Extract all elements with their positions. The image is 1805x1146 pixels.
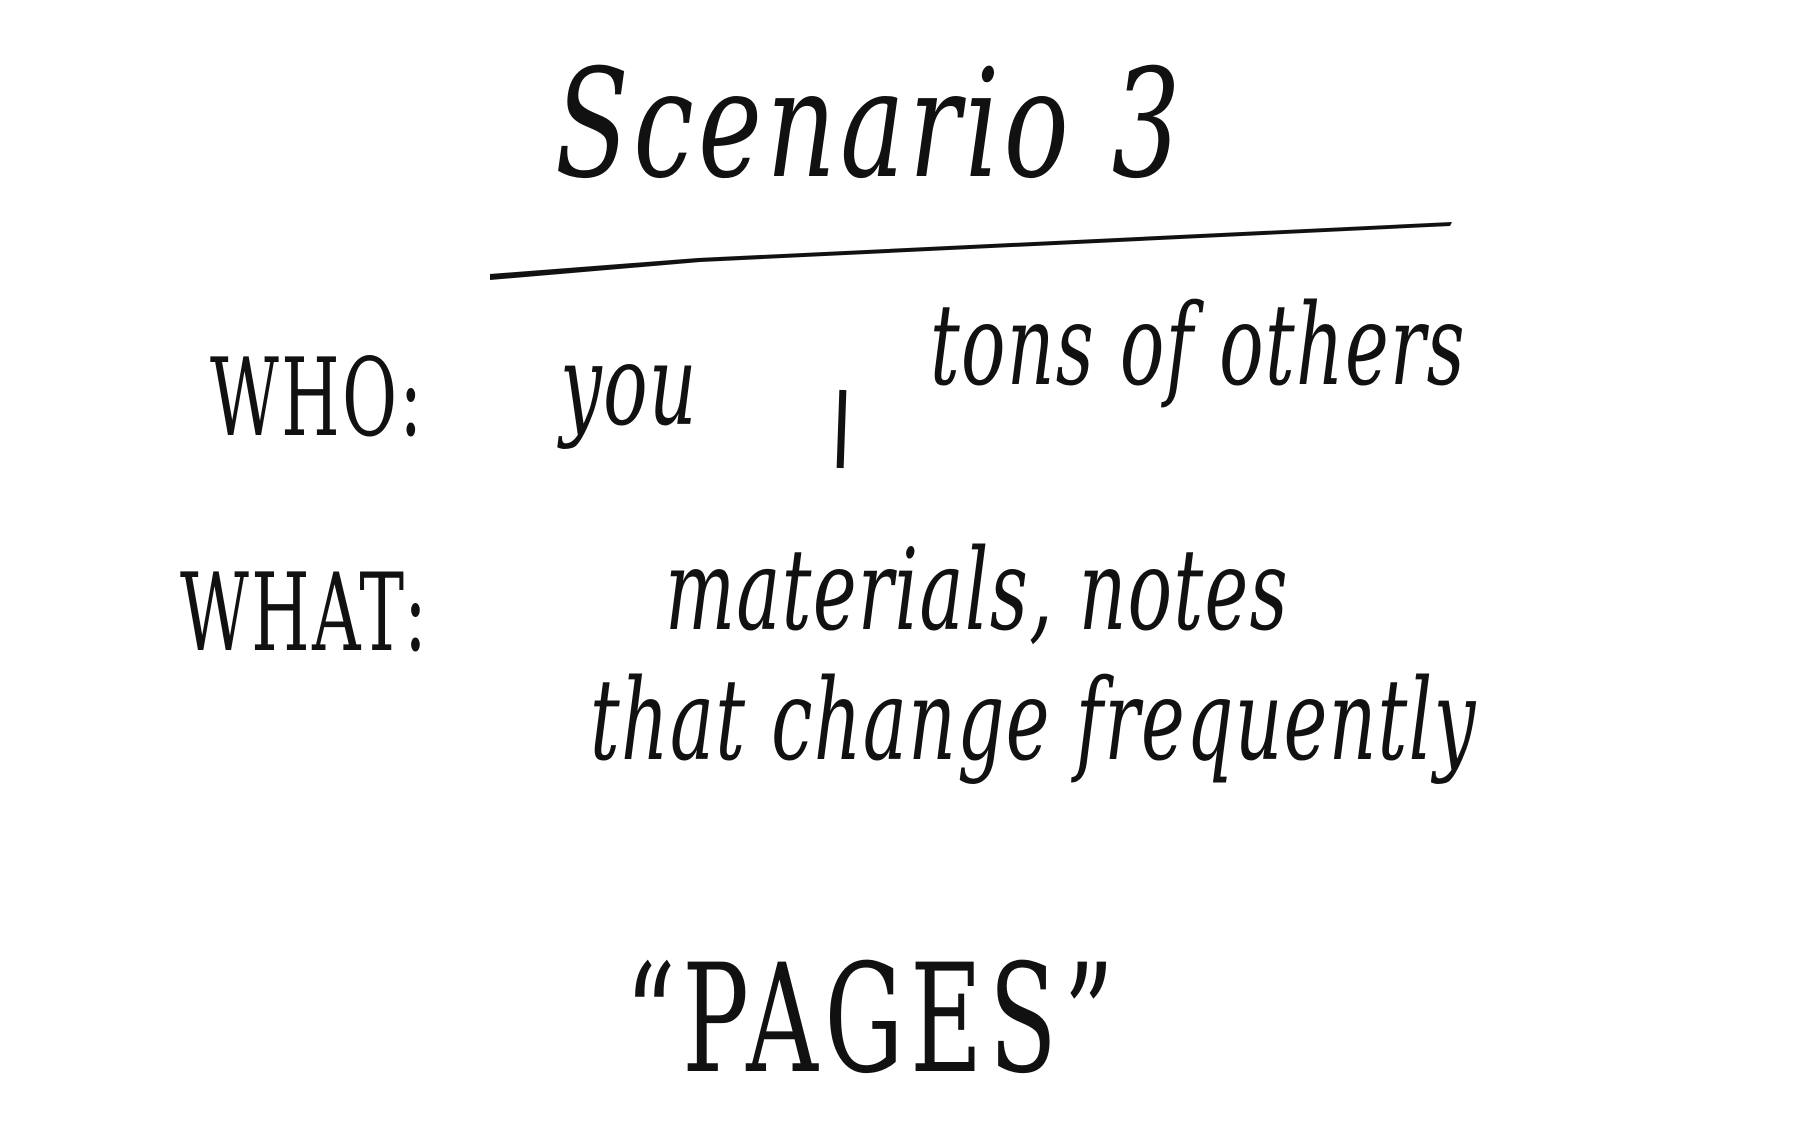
keyword-pages: “PAGES” bbox=[625, 933, 1121, 1107]
underline-stroke bbox=[490, 222, 1452, 280]
what-line-1: materials, notes bbox=[665, 526, 1289, 656]
who-value-others: tons of others bbox=[930, 281, 1466, 411]
what-line-2: that change frequently bbox=[590, 656, 1477, 786]
what-label: WHAT: bbox=[180, 551, 430, 676]
who-value-you: you bbox=[560, 321, 698, 451]
note-title: Scenario 3 bbox=[555, 38, 1185, 212]
who-label: WHO: bbox=[210, 336, 425, 461]
